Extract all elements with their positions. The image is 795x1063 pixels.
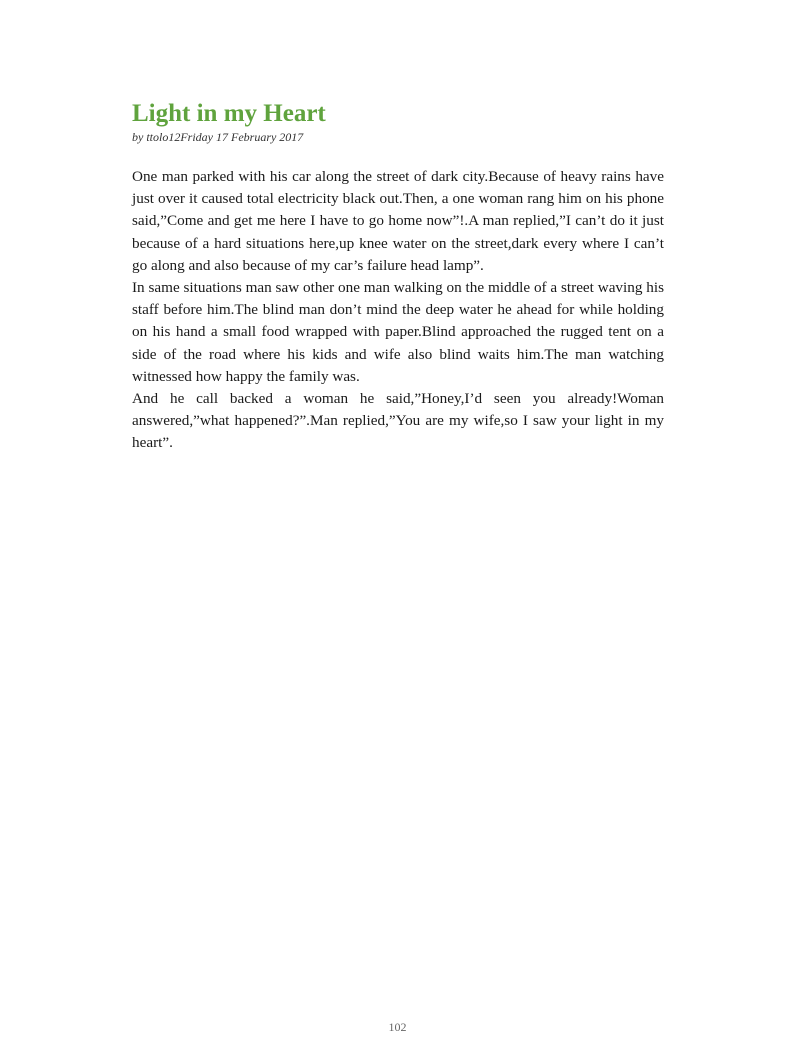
story-body	[132, 166, 664, 455]
page-number: 102	[388, 1020, 407, 1034]
story-title: Light in my Heart	[132, 100, 326, 127]
story-byline: by ttolo12Friday 17 February 2017	[132, 130, 304, 144]
story-paragraph: In same situations man saw other one man walking on the middle of a street waving his staff before him.The blind man don’t mind the deep water he ahead for while holding on his hand a small food wrapped with paper.Blind approached the rugged tent on a side of the road where his kids and wife also blind waits him.The man watching witnessed how happy the family was.	[132, 279, 664, 385]
story-paragraph: And he call backed a woman he said,”Honey,I’d seen you already!Woman answered,”what happened?”.Man replied,”You are my wife,so I saw your light in my heart”.	[132, 390, 664, 452]
story-paragraph: One man parked with his car along the street of dark city.Because of heavy rains have just over it caused total electricity black out.Then, a one woman rang him on his phone said,”Come and get me here I have to go home now”!.A man replied,”I can’t do it just because of a hard situations here,up knee water on the street,dark every where I can’t go along and also because of my car’s failure head lamp”.	[132, 168, 664, 274]
